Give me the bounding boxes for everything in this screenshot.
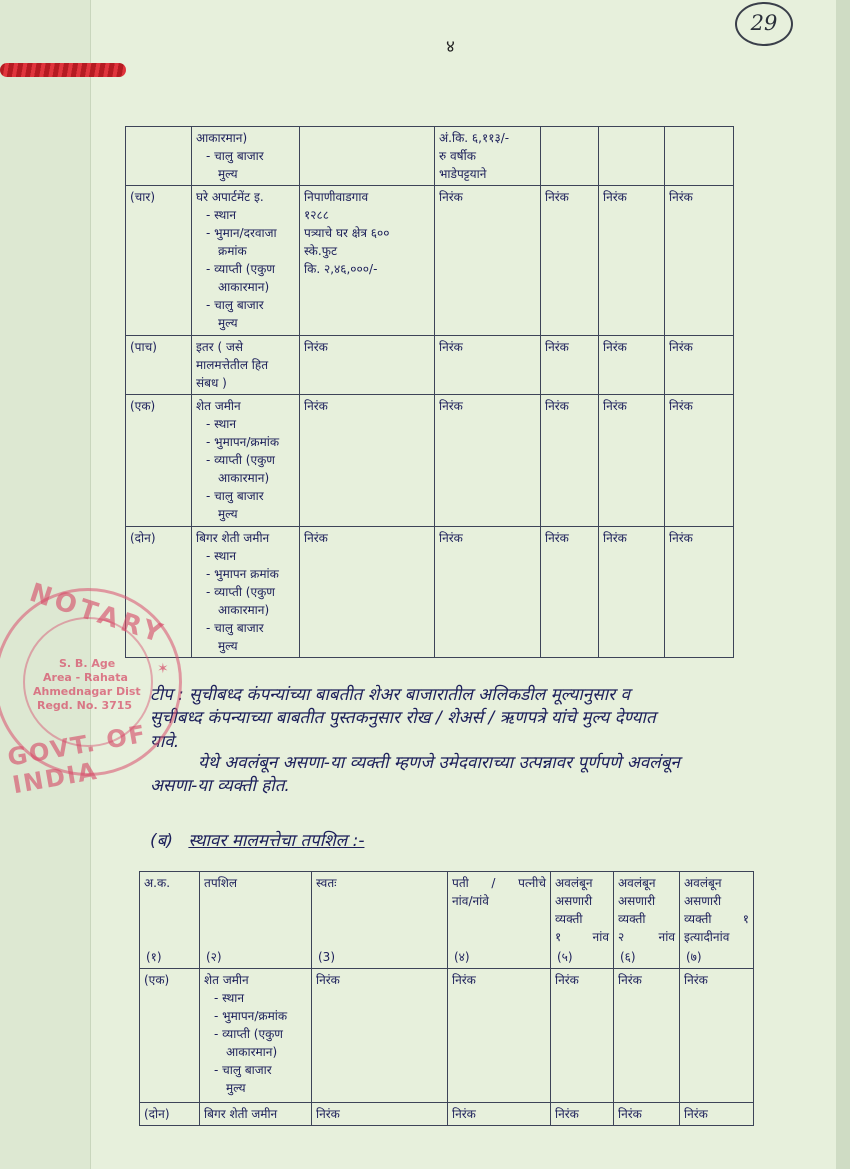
detail-line: - व्याप्ती (एकुण xyxy=(206,262,275,276)
detail-line: इतर ( जसे xyxy=(196,340,243,354)
self-value-line: पत्र्याचे घर क्षेत्र ६०० xyxy=(304,226,390,240)
stamp-top-text: NOTARY xyxy=(25,577,170,651)
table-row xyxy=(126,127,734,186)
detail-line: आकारमान) xyxy=(196,131,248,145)
note-line-3: यावे. xyxy=(150,732,180,752)
serial-cell xyxy=(140,969,200,1103)
detail-line: - भुमापन क्रमांक xyxy=(206,567,279,581)
detail-line: - चालु बाजार xyxy=(206,489,264,503)
self-cell xyxy=(300,186,435,336)
serial-number: (पाच) xyxy=(130,340,157,354)
c1-value: निरंक xyxy=(555,1107,579,1121)
handwritten-page-mark: 29 xyxy=(735,2,793,46)
detail-line: - चालु बाजार xyxy=(206,149,264,163)
details-cell xyxy=(200,969,312,1103)
spouse-value-line: निरंक xyxy=(439,399,463,413)
column-number: (१) xyxy=(146,950,162,964)
spouse-cell xyxy=(435,127,541,186)
header-line: अ.क. xyxy=(144,876,171,890)
dependent-1-cell xyxy=(541,395,599,527)
details-cell xyxy=(192,395,300,527)
assets-table-continued xyxy=(125,126,734,658)
c2-cell xyxy=(614,969,680,1103)
detail-line: आकारमान) xyxy=(218,471,270,485)
detail-line: मुल्य xyxy=(226,1081,246,1095)
column-number: (५) xyxy=(557,950,573,964)
dependent-2-cell xyxy=(599,395,665,527)
detail-line: - चालु बाजार xyxy=(206,298,264,312)
spouse-value-line: निरंक xyxy=(439,531,463,545)
serial-cell xyxy=(126,336,192,395)
serial-number: (एक) xyxy=(130,399,156,413)
binding-thread xyxy=(0,63,126,77)
self-value-line: कि. २,४६,०००/- xyxy=(304,262,378,276)
dependent-3-cell xyxy=(665,186,734,336)
self-value-line: स्के.फुट xyxy=(304,244,337,258)
dependent-2-cell xyxy=(599,527,665,658)
header-line: २ नांव xyxy=(618,930,675,944)
dependent-3-cell xyxy=(665,527,734,658)
detail-line: बिगर शेती जमीन xyxy=(204,1107,278,1121)
dependent-1-cell xyxy=(541,127,599,186)
self-value: निरंक xyxy=(316,973,340,987)
self-cell xyxy=(300,395,435,527)
stamp-bottom-text: GOVT. OF INDIA xyxy=(5,719,150,800)
column-number: (६) xyxy=(620,950,636,964)
detail-line: - भुमान/दरवाजा xyxy=(206,226,277,240)
column-header xyxy=(551,872,614,969)
detail-line: - स्थान xyxy=(206,549,237,563)
column-header xyxy=(140,872,200,969)
serial-cell xyxy=(126,127,192,186)
dependent-3-cell xyxy=(665,127,734,186)
header-line: व्यक्ती xyxy=(555,912,583,926)
dependent-value: निरंक xyxy=(603,340,627,354)
header-line: नांव/नांवे xyxy=(452,894,489,908)
header-line: व्यक्ती १ xyxy=(684,912,749,926)
serial-number: (एक) xyxy=(144,973,170,987)
detail-line: मुल्य xyxy=(218,316,238,330)
self-value-line: निरंक xyxy=(304,340,328,354)
c1-cell xyxy=(551,1103,614,1126)
detail-line: मुल्य xyxy=(218,167,238,181)
header-line: स्वतः xyxy=(316,876,337,890)
c2-cell xyxy=(614,1103,680,1126)
spouse-value-line: रु वर्षीक xyxy=(439,149,476,163)
column-number: (७) xyxy=(686,950,702,964)
table-row xyxy=(140,969,754,1103)
table-row xyxy=(126,336,734,395)
page-number: ४ xyxy=(446,37,455,57)
self-value-line: निरंक xyxy=(304,399,328,413)
c3-cell xyxy=(680,969,754,1103)
self-cell xyxy=(312,969,448,1103)
serial-cell xyxy=(140,1103,200,1126)
note-line-5: असणा-या व्यक्ती होत. xyxy=(150,776,290,796)
note-line-4: येथे अवलंबून असणा-या व्यक्ती म्हणजे उमेदवाराच्या उत्पन्नावर पूर्णपणे अवलंबून xyxy=(198,753,680,773)
notary-stamp xyxy=(0,577,182,800)
dependent-2-cell xyxy=(599,186,665,336)
dependent-1-cell xyxy=(541,186,599,336)
header-line: अवलंबून xyxy=(684,876,722,890)
header-line: १ नांव xyxy=(555,930,609,944)
spouse-cell xyxy=(448,969,551,1103)
dependent-value: निरंक xyxy=(669,531,693,545)
detail-line: - स्थान xyxy=(214,991,245,1005)
stamp-line-4: Regd. No. 3715 xyxy=(37,699,133,712)
spouse-cell xyxy=(435,395,541,527)
star-icon: ✶ xyxy=(157,661,169,677)
section-b-heading xyxy=(150,828,364,851)
detail-line: मालमत्तेतील हित xyxy=(196,358,269,372)
detail-line: - भुमापन/क्रमांक xyxy=(206,435,280,449)
serial-number: (दोन) xyxy=(144,1107,170,1121)
c2-value: निरंक xyxy=(618,973,642,987)
header-line: असणारी xyxy=(555,894,593,908)
self-value-line: १२८८ xyxy=(304,208,329,222)
detail-line: शेत जमीन xyxy=(196,399,241,413)
dependent-value: निरंक xyxy=(545,399,569,413)
column-header xyxy=(312,872,448,969)
note-line-1: टीप : सुचीबध्द कंपन्यांच्या बाबतीत शेअर बाजारातील अलिकडील मूल्यानुसार व xyxy=(150,685,630,705)
self-value-line: निरंक xyxy=(304,531,328,545)
spouse-value: निरंक xyxy=(452,973,476,987)
detail-line: - व्याप्ती (एकुण xyxy=(206,453,275,467)
dependent-value: निरंक xyxy=(545,340,569,354)
stamp-line-1: S. B. Age xyxy=(59,657,116,670)
dependent-value: निरंक xyxy=(669,399,693,413)
detail-line: आकारमान) xyxy=(218,280,270,294)
header-line: अवलंबून xyxy=(555,876,593,890)
c3-value: निरंक xyxy=(684,1107,708,1121)
details-cell xyxy=(200,1103,312,1126)
spouse-cell xyxy=(435,527,541,658)
spouse-value-line: निरंक xyxy=(439,190,463,204)
dependent-1-cell xyxy=(541,527,599,658)
stamp-line-3: Ahmednagar Dist xyxy=(33,685,141,698)
dependent-value: निरंक xyxy=(669,190,693,204)
serial-cell xyxy=(126,395,192,527)
detail-line: - स्थान xyxy=(206,417,237,431)
serial-number: (दोन) xyxy=(130,531,156,545)
header-line: व्यक्ती xyxy=(618,912,646,926)
table-row xyxy=(126,527,734,658)
section-b-title: स्थावर मालमत्तेचा तपशिल :- xyxy=(188,831,365,851)
self-value: निरंक xyxy=(316,1107,340,1121)
self-value-line: निपाणीवाडगाव xyxy=(304,190,369,204)
detail-line: संबध ) xyxy=(196,376,227,390)
spouse-cell xyxy=(435,186,541,336)
detail-line: - चालु बाजार xyxy=(206,621,264,635)
detail-line: - चालु बाजार xyxy=(214,1063,272,1077)
column-number: (४) xyxy=(454,950,470,964)
spouse-cell xyxy=(435,336,541,395)
dependent-2-cell xyxy=(599,336,665,395)
header-line: तपशिल xyxy=(204,876,238,890)
header-line: असणारी xyxy=(684,894,722,908)
dependent-1-cell xyxy=(541,336,599,395)
column-header xyxy=(614,872,680,969)
immovable-property-table xyxy=(139,871,754,1126)
dependent-value: निरंक xyxy=(603,399,627,413)
dependent-value: निरंक xyxy=(603,531,627,545)
page-edge xyxy=(836,0,850,1169)
column-header xyxy=(448,872,551,969)
column-number: (२) xyxy=(206,950,222,964)
detail-line: आकारमान) xyxy=(218,603,270,617)
header-line: असणारी xyxy=(618,894,656,908)
detail-line: आकारमान) xyxy=(226,1045,278,1059)
table-row xyxy=(140,1103,754,1126)
detail-line: बिगर शेती जमीन xyxy=(196,531,270,545)
note-line-2: सुचीबध्द कंपन्याच्या बाबतीत पुस्तकनुसार रोख / शेअर्स / ऋणपत्रे यांचे मुल्य देण्यात xyxy=(150,708,656,728)
column-number: (3) xyxy=(318,950,335,964)
header-line: पती / पत्नीचे xyxy=(452,876,546,890)
table-row xyxy=(126,186,734,336)
c3-cell xyxy=(680,1103,754,1126)
dependent-2-cell xyxy=(599,127,665,186)
spouse-value-line: भाडेपट्टयाने xyxy=(439,167,487,181)
detail-line: घरे अपार्टमेंट इ. xyxy=(196,190,264,204)
table-row xyxy=(126,395,734,527)
detail-line: - व्याप्ती (एकुण xyxy=(214,1027,283,1041)
spouse-value-line: अं.कि. ६,११३/- xyxy=(439,131,510,145)
details-cell xyxy=(192,186,300,336)
spouse-cell xyxy=(448,1103,551,1126)
detail-line: मुल्य xyxy=(218,507,238,521)
c1-value: निरंक xyxy=(555,973,579,987)
self-cell xyxy=(300,527,435,658)
dependent-3-cell xyxy=(665,336,734,395)
serial-cell xyxy=(126,186,192,336)
detail-line: शेत जमीन xyxy=(204,973,249,987)
self-cell xyxy=(300,336,435,395)
detail-line: - स्थान xyxy=(206,208,237,222)
c2-value: निरंक xyxy=(618,1107,642,1121)
details-cell xyxy=(192,527,300,658)
dependent-value: निरंक xyxy=(669,340,693,354)
header-line: अवलंबून xyxy=(618,876,656,890)
dependent-3-cell xyxy=(665,395,734,527)
c1-cell xyxy=(551,969,614,1103)
spouse-value: निरंक xyxy=(452,1107,476,1121)
dependent-value: निरंक xyxy=(545,531,569,545)
column-header xyxy=(200,872,312,969)
dependent-value: निरंक xyxy=(603,190,627,204)
self-cell xyxy=(312,1103,448,1126)
detail-line: - भुमापन/क्रमांक xyxy=(214,1009,288,1023)
detail-line: मुल्य xyxy=(218,639,238,653)
column-header xyxy=(680,872,754,969)
stamp-line-2: Area - Rahata xyxy=(43,671,128,684)
serial-number: (चार) xyxy=(130,190,155,204)
self-cell xyxy=(300,127,435,186)
details-cell xyxy=(192,336,300,395)
spouse-value-line: निरंक xyxy=(439,340,463,354)
c3-value: निरंक xyxy=(684,973,708,987)
detail-line: क्रमांक xyxy=(218,244,247,258)
details-cell xyxy=(192,127,300,186)
detail-line: - व्याप्ती (एकुण xyxy=(206,585,275,599)
dependent-value: निरंक xyxy=(545,190,569,204)
header-line: इत्यादीनांव xyxy=(684,930,730,944)
section-b-label: (ब) xyxy=(150,831,173,851)
